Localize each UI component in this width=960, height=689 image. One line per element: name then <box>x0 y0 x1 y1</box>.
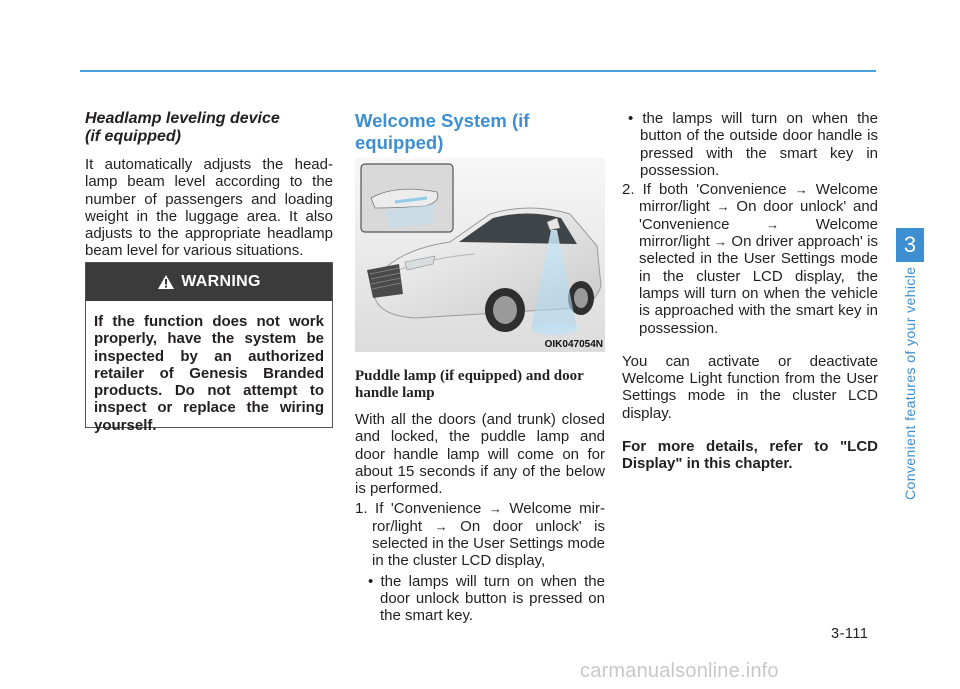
headlamp-heading-line2: (if equipped) <box>85 128 181 145</box>
bullet-item-2: • the lamps will turn on when the button of the outside door handle is pressed with the smart key in possession. <box>628 110 878 179</box>
arrow-icon: → <box>716 199 730 215</box>
headlamp-heading-line1: Headlamp leveling device <box>85 110 280 127</box>
warning-title: WARNING <box>181 273 261 290</box>
middle-column-lower <box>355 368 605 625</box>
car-illustration <box>355 158 605 352</box>
more-details-note: For more details, refer to "LCD Display" in this chapter. <box>622 438 878 473</box>
headlamp-heading <box>85 110 333 146</box>
chapter-tab <box>896 228 924 262</box>
arrow-icon: → <box>714 234 728 250</box>
arrow-icon: → <box>794 182 808 198</box>
page-number: 3-111 <box>831 626 869 642</box>
activate-body: You can activate or deactivate Welcome Light function from the User Settings mode in the cluster LCD display. <box>622 352 878 422</box>
car-image <box>355 158 605 352</box>
bullet-item-1: • the lamps will turn on when the door unlock button is pressed on the smart key. <box>368 572 605 625</box>
list-item-1: 1. If 'Convenience → Welcome mir-ror/light → On door unlock' is selected in the User Settings mode in the cluster LCD display, <box>355 500 606 570</box>
headlamp-body: It automatically adjusts the head-lamp beam level according to the number of passengers and loading weight in the luggage area. It also adjusts to the appropriate headlamp beam level for various situations. <box>85 156 333 260</box>
image-code: OIK047054N <box>544 339 603 350</box>
arrow-icon: → <box>434 518 448 534</box>
watermark: carmanualsonline.info <box>580 660 779 682</box>
welcome-section-title: Welcome System (if equipped) <box>355 110 530 153</box>
left-column <box>85 110 333 260</box>
warning-text: If the function does not work properly, have the system be inspected by an authorized retailer of Genesis Branded products. Do not attempt to inspect or replace the wiring yourself. <box>94 313 324 434</box>
header-rule <box>80 70 876 72</box>
warning-triangle-icon <box>157 274 175 290</box>
warning-header <box>86 263 332 301</box>
arrow-icon: → <box>766 216 780 232</box>
list-item-2: 2. If both 'Convenience → Welcome mirror/light → On door unlock' and 'Convenience → Welcome mirror/light → On driver approach' is selected in the User Settings mode in the cluster LCD display, the lamps will turn on when the vehicle is approached with the smart key in possession. <box>622 181 879 337</box>
puddle-lamp-heading: Puddle lamp (if equipped) and door handle lamp <box>355 368 584 401</box>
warning-box <box>85 262 333 434</box>
arrow-icon: → <box>488 501 502 517</box>
right-column <box>622 110 878 473</box>
puddle-lamp-body: With all the doors (and trunk) closed and locked, the puddle lamp and door handle lamp will come on for about 15 seconds if any of the below is performed. <box>355 411 605 498</box>
chapter-number: 3 <box>903 232 917 257</box>
chapter-title: Convenient features of your vehicle <box>902 266 918 500</box>
